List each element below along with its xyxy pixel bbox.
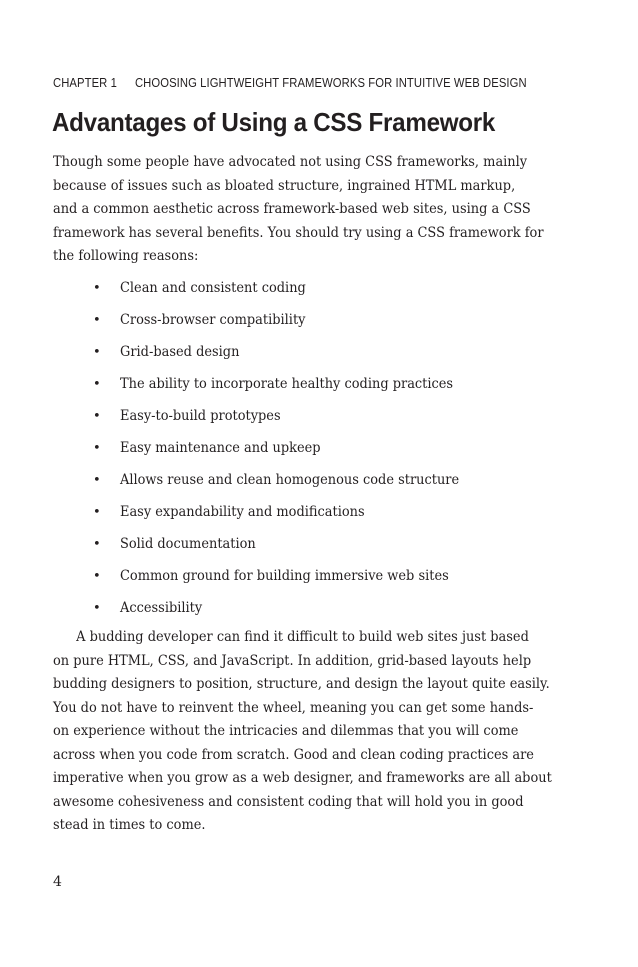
bullet-icon: • (93, 345, 101, 360)
list-item-text: Common ground for building immersive web sites (120, 568, 449, 584)
closing-paragraph (53, 626, 593, 838)
list-item-text: Cross-browser compatibility (120, 312, 306, 328)
section-title: Advantages of Using a CSS Framework (52, 107, 496, 137)
intro-line: Though some people have advocated not using CSS frameworks, mainly (53, 154, 528, 170)
intro-line: the following reasons: (53, 248, 199, 264)
bullet-icon: • (93, 505, 101, 520)
closing-line: imperative when you grow as a web designer, and frameworks are all about (53, 770, 552, 786)
list-item-text: Grid-based design (120, 344, 240, 360)
bullet-icon: • (93, 377, 101, 392)
chapter-number: CHAPTER 1 (53, 76, 117, 90)
bullet-icon: • (93, 441, 101, 456)
intro-line: and a common aesthetic across framework-based web sites, using a CSS (53, 201, 531, 217)
list-item-text: The ability to incorporate healthy coding practices (120, 376, 454, 392)
closing-line: stead in times to come. (53, 817, 206, 833)
closing-line: on experience without the intricacies and dilemmas that you will come (53, 723, 519, 739)
intro-paragraph (53, 151, 593, 269)
list-item-text: Easy-to-build prototypes (120, 408, 281, 424)
intro-line: because of issues such as bloated structure, ingrained HTML markup, (53, 177, 516, 194)
bullet-icon: • (93, 281, 101, 296)
list-item-text: Easy expandability and modifications (120, 504, 365, 520)
closing-line: awesome cohesiveness and consistent coding that will hold you in good (53, 793, 524, 810)
bullet-icon: • (93, 569, 101, 584)
closing-line: on pure HTML, CSS, and JavaScript. In addition, grid-based layouts help (53, 652, 532, 669)
list-item-text: Clean and consistent coding (120, 280, 306, 296)
chapter-title: CHOOSING LIGHTWEIGHT FRAMEWORKS FOR INTUITIVE WEB DESIGN (134, 76, 527, 90)
list-item-text: Solid documentation (120, 536, 256, 552)
bullet-icon: • (93, 537, 101, 552)
list-item-text: Allows reuse and clean homogenous code structure (120, 472, 460, 488)
closing-line: You do not have to reinvent the wheel, meaning you can get some hands- (53, 699, 534, 716)
list-item-text: Accessibility (120, 600, 203, 616)
closing-line: budding designers to position, structure, and design the layout quite easily. (53, 676, 550, 692)
closing-line: A budding developer can find it difficult to build web sites just based (76, 629, 529, 645)
closing-line: across when you code from scratch. Good and clean coding practices are (53, 746, 534, 763)
bullet-icon: • (93, 473, 101, 488)
bullet-icon: • (93, 601, 101, 616)
bullet-icon: • (93, 313, 101, 328)
list-item-text: Easy maintenance and upkeep (120, 440, 321, 456)
bullet-icon: • (93, 409, 101, 424)
running-header (53, 76, 527, 90)
page-number: 4 (53, 874, 62, 890)
intro-line: framework has several benefits. You should try using a CSS framework for (53, 224, 544, 241)
